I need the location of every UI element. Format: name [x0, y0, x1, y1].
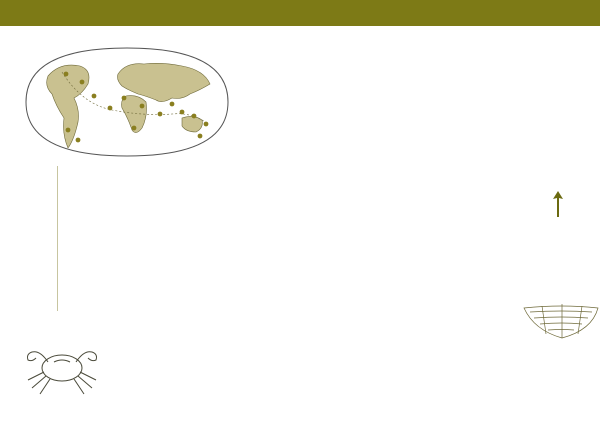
- crab-icon: [18, 332, 106, 398]
- world-map-icon: [22, 44, 232, 159]
- running-header: [0, 0, 600, 26]
- ship-hull-icon: [522, 300, 600, 342]
- timeline-divider: [57, 166, 58, 311]
- up-arrow-icon: [551, 190, 565, 218]
- back-button[interactable]: [536, 190, 582, 240]
